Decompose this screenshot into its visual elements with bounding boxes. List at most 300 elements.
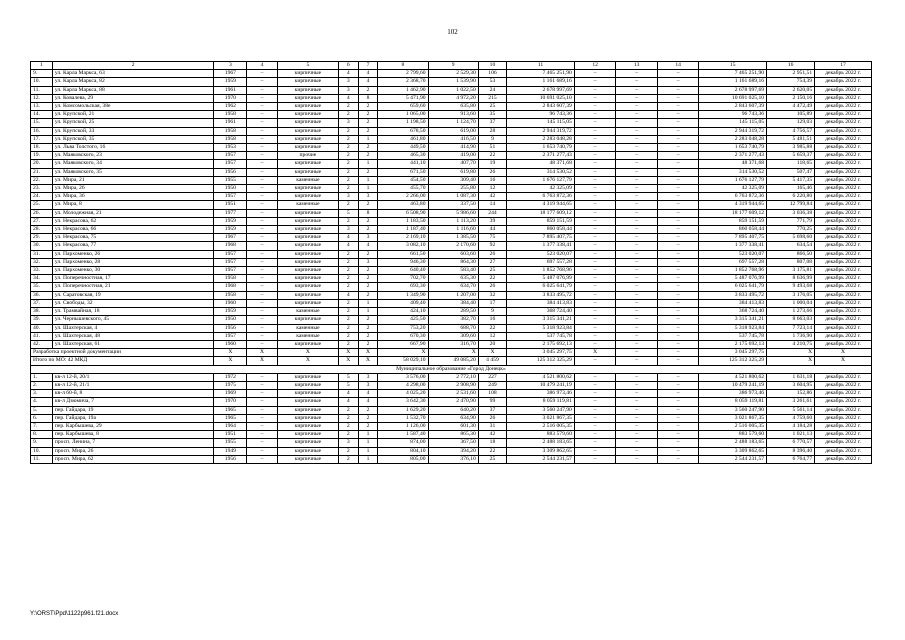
table-cell: декабрь 2022 г. bbox=[815, 275, 872, 283]
table-cell: 3 315 341,21 bbox=[699, 316, 767, 324]
table-cell: 3 315 341,21 bbox=[507, 316, 575, 324]
table-cell: кирпичные bbox=[277, 381, 338, 389]
table-cell: ул. Крупской, 21 bbox=[52, 111, 214, 119]
table-cell: – bbox=[616, 78, 658, 86]
table-cell: 3 021 867,35 bbox=[699, 414, 767, 422]
table-cell: 28. bbox=[31, 226, 53, 234]
table-cell: – bbox=[616, 127, 658, 135]
table-cell: 1 539,90 bbox=[428, 78, 478, 86]
table-cell: декабрь 2022 г. bbox=[815, 193, 872, 201]
table-cell: 2 bbox=[338, 267, 358, 275]
table-cell: декабрь 2022 г. bbox=[815, 398, 872, 406]
table-cell: 2 bbox=[338, 340, 358, 348]
table-cell: 1 377 338,41 bbox=[507, 242, 575, 250]
table-cell: 859 151,59 bbox=[507, 217, 575, 225]
table-cell: кирпичные bbox=[277, 299, 338, 307]
table-cell: – bbox=[574, 209, 616, 217]
table-cell: 37. bbox=[31, 299, 53, 307]
table-cell: 3 bbox=[358, 234, 378, 242]
table-cell: ул. Шахтерская, 61 bbox=[52, 340, 214, 348]
table-cell: – bbox=[574, 455, 616, 463]
table-cell: 25 bbox=[478, 455, 506, 463]
table-cell: 874,00 bbox=[378, 439, 428, 447]
table-cell: 3 bbox=[358, 381, 378, 389]
table-cell: 2 bbox=[338, 422, 358, 430]
table-cell: 1970 bbox=[214, 398, 247, 406]
table-cell: 2 bbox=[358, 275, 378, 283]
table-cell: кирпичные bbox=[277, 103, 338, 111]
table-cell: 9 bbox=[478, 308, 506, 316]
table-cell: 1 bbox=[358, 176, 378, 184]
table-cell: 4 472,49 bbox=[767, 103, 815, 111]
table-cell: 16 bbox=[478, 176, 506, 184]
table-cell: – bbox=[657, 234, 699, 242]
table-cell: 368 724,40 bbox=[507, 308, 575, 316]
table-cell: 105,89 bbox=[767, 111, 815, 119]
table-cell: 3 576,00 bbox=[378, 373, 428, 381]
table-cell: 34. bbox=[31, 275, 53, 283]
table-cell: 2 bbox=[338, 324, 358, 332]
table-cell: – bbox=[247, 160, 278, 168]
table-cell: декабрь 2022 г. bbox=[815, 144, 872, 152]
table-cell: 2 bbox=[338, 250, 358, 258]
table-cell: – bbox=[657, 103, 699, 111]
table-cell: 24. bbox=[31, 193, 53, 201]
table-cell: 1 022,50 bbox=[428, 86, 478, 94]
table-cell: 2 175 692,13 bbox=[699, 340, 767, 348]
table-cell: 419,00 bbox=[428, 152, 478, 160]
table-cell: декабрь 2022 г. bbox=[815, 111, 872, 119]
table-cell: 8 bbox=[358, 94, 378, 102]
table-cell: – bbox=[657, 340, 699, 348]
table-cell: – bbox=[616, 168, 658, 176]
table-row bbox=[31, 242, 872, 250]
table-cell: 2 bbox=[358, 422, 378, 430]
table-cell: 1 532,70 bbox=[378, 414, 428, 422]
table-cell: 1 113,20 bbox=[428, 217, 478, 225]
table-cell: 4 210,75 bbox=[767, 340, 815, 348]
table-cell: 2 bbox=[358, 168, 378, 176]
table-cell: 2 531,60 bbox=[428, 390, 478, 398]
table-row bbox=[31, 381, 872, 389]
table-row bbox=[31, 455, 872, 463]
table-cell: 4. bbox=[31, 398, 53, 406]
table-cell: кирпичные bbox=[277, 70, 338, 78]
table-cell: 5 318 923,84 bbox=[507, 324, 575, 332]
table-cell: 7. bbox=[31, 422, 53, 430]
table-cell: 523 020,07 bbox=[507, 250, 575, 258]
table-cell: декабрь 2022 г. bbox=[815, 340, 872, 348]
table-cell: – bbox=[616, 250, 658, 258]
table-cell: – bbox=[616, 86, 658, 94]
table-cell: – bbox=[247, 447, 278, 455]
table-cell: каменные bbox=[277, 201, 338, 209]
table-cell: 2 bbox=[338, 332, 358, 340]
table-cell: 2 bbox=[358, 86, 378, 94]
table-cell: 883 579,60 bbox=[699, 431, 767, 439]
table-cell: 244 bbox=[478, 209, 506, 217]
table-cell: 1 161 689,16 bbox=[507, 78, 575, 86]
table-cell: кв-л 12-й, 20/1 bbox=[52, 373, 214, 381]
table-cell: 29. bbox=[31, 234, 53, 242]
table-cell: 463,80 bbox=[378, 201, 428, 209]
table-cell: 1961 bbox=[214, 86, 247, 94]
table-cell: 309,40 bbox=[428, 176, 478, 184]
table-cell: 1 207,00 bbox=[428, 291, 478, 299]
table-cell: 859 151,59 bbox=[699, 217, 767, 225]
table-cell: ул. Поперечностная, 17 bbox=[52, 275, 214, 283]
table-cell: 5 561,14 bbox=[767, 406, 815, 414]
table-cell: – bbox=[574, 193, 616, 201]
table-cell: 289,50 bbox=[428, 308, 478, 316]
table-cell: 33. bbox=[31, 267, 53, 275]
table-cell: 1956 bbox=[214, 324, 247, 332]
table-cell: 2 bbox=[338, 160, 358, 168]
table-cell: декабрь 2022 г. bbox=[815, 431, 872, 439]
table-row bbox=[31, 86, 872, 94]
table-cell: ул. Саратовская, 19 bbox=[52, 291, 214, 299]
table-cell: 2 bbox=[338, 283, 358, 291]
table-cell: 603,60 bbox=[428, 250, 478, 258]
table-cell: 36. bbox=[31, 291, 53, 299]
table-cell: декабрь 2022 г. bbox=[815, 168, 872, 176]
table-cell: 368 724,40 bbox=[699, 308, 767, 316]
table-cell: – bbox=[657, 439, 699, 447]
table-cell: кирпичные bbox=[277, 185, 338, 193]
table-cell: 2 bbox=[358, 103, 378, 111]
table-cell: – bbox=[574, 398, 616, 406]
table-cell: – bbox=[616, 283, 658, 291]
table-cell: кирпичные bbox=[277, 373, 338, 381]
table-cell: декабрь 2022 г. bbox=[815, 127, 872, 135]
table-cell: – bbox=[574, 373, 616, 381]
table-cell: декабрь 2022 г. bbox=[815, 439, 872, 447]
table-cell: – bbox=[616, 332, 658, 340]
table-cell: декабрь 2022 г. bbox=[815, 119, 872, 127]
table-cell: – bbox=[657, 176, 699, 184]
table-cell: 12 799,84 bbox=[767, 201, 815, 209]
table-cell: 22 bbox=[478, 275, 506, 283]
table-cell: 1964 bbox=[214, 422, 247, 430]
table-cell: 10. bbox=[31, 447, 53, 455]
table-cell: – bbox=[657, 111, 699, 119]
table-cell: 3. bbox=[31, 390, 53, 398]
table-cell: 5 487 076,99 bbox=[507, 275, 575, 283]
table-cell: кирпичные bbox=[277, 398, 338, 406]
table-cell: кирпичные bbox=[277, 275, 338, 283]
table-cell: 15 bbox=[699, 62, 767, 70]
table-row bbox=[31, 422, 872, 430]
table-cell: – bbox=[574, 250, 616, 258]
table-cell: 6. bbox=[31, 414, 53, 422]
table-cell: – bbox=[574, 324, 616, 332]
table-cell: – bbox=[616, 258, 658, 266]
table-cell: – bbox=[616, 316, 658, 324]
table-cell: 18. bbox=[31, 144, 53, 152]
table-cell: 807,08 bbox=[767, 258, 815, 266]
table-cell: 32. bbox=[31, 258, 53, 266]
table-cell: – bbox=[574, 111, 616, 119]
table-cell: 8 663,03 bbox=[767, 316, 815, 324]
table-cell: – bbox=[574, 406, 616, 414]
table-cell: – bbox=[616, 455, 658, 463]
table-cell: 688,70 bbox=[428, 324, 478, 332]
table-cell: 2 944 319,72 bbox=[699, 127, 767, 135]
table-cell: 32 bbox=[478, 291, 506, 299]
table-cell: 865,30 bbox=[428, 431, 478, 439]
table-cell: 2 bbox=[358, 111, 378, 119]
table-cell: 7 895 407,75 bbox=[507, 234, 575, 242]
table-cell: 27 bbox=[478, 258, 506, 266]
table-cell: декабрь 2022 г. bbox=[815, 242, 872, 250]
table-cell: 16 bbox=[767, 62, 815, 70]
table-cell: 2 283 048,28 bbox=[507, 135, 575, 143]
table-cell: 48 371,68 bbox=[699, 160, 767, 168]
table-cell: 2 175 692,13 bbox=[507, 340, 575, 348]
table-cell: 754,39 bbox=[767, 78, 815, 86]
table-cell: 3 560 247,90 bbox=[699, 406, 767, 414]
table-row bbox=[31, 103, 872, 111]
table-cell: 3 833 495,72 bbox=[507, 291, 575, 299]
table-cell: 640,40 bbox=[378, 267, 428, 275]
table-cell: 659,60 bbox=[378, 103, 428, 111]
table-cell: 1 629,20 bbox=[378, 406, 428, 414]
table-cell: 42. bbox=[31, 340, 53, 348]
table-cell: 2 bbox=[358, 414, 378, 422]
table-cell: 2 bbox=[358, 127, 378, 135]
table-cell: 770,25 bbox=[767, 226, 815, 234]
table-cell: 2 bbox=[358, 152, 378, 160]
table-cell: – bbox=[574, 357, 616, 365]
table-row bbox=[31, 299, 872, 307]
table-cell: 2 bbox=[358, 226, 378, 234]
table-cell: декабрь 2022 г. bbox=[815, 373, 872, 381]
table-cell: 3 bbox=[338, 86, 358, 94]
table-cell: 99 bbox=[478, 398, 506, 406]
table-cell: – bbox=[616, 373, 658, 381]
table-cell: 2 908,90 bbox=[428, 381, 478, 389]
table-cell: 4 759,60 bbox=[767, 414, 815, 422]
table-cell: 697 557,28 bbox=[507, 258, 575, 266]
table-cell: X bbox=[815, 357, 872, 365]
table-cell: кв-л 60-й, 8 bbox=[52, 390, 214, 398]
table-cell: – bbox=[247, 275, 278, 283]
table-cell: 1 161 689,16 bbox=[699, 78, 767, 86]
table-row bbox=[31, 168, 872, 176]
table-cell: 1 736,90 bbox=[767, 332, 815, 340]
table-cell: 1 273,66 bbox=[767, 308, 815, 316]
table-cell: декабрь 2022 г. bbox=[815, 103, 872, 111]
table-cell: ул. Некрасова, 62 bbox=[52, 217, 214, 225]
table-cell: – bbox=[574, 439, 616, 447]
table-cell: 424,10 bbox=[378, 308, 428, 316]
table-cell: 8 bbox=[378, 62, 428, 70]
table-cell: – bbox=[574, 185, 616, 193]
table-cell: 8 396,40 bbox=[767, 447, 815, 455]
table-cell: 31 bbox=[478, 422, 506, 430]
table-cell: – bbox=[574, 152, 616, 160]
table-cell: 9. bbox=[31, 70, 53, 78]
table-cell: 1949 bbox=[214, 447, 247, 455]
table-cell: 12 bbox=[478, 185, 506, 193]
table-cell: 1 116,60 bbox=[428, 226, 478, 234]
table-cell: 215 bbox=[478, 94, 506, 102]
table-cell: – bbox=[657, 160, 699, 168]
table-cell: 384 413,83 bbox=[507, 299, 575, 307]
table-cell: 92 bbox=[478, 242, 506, 250]
table-cell: 2 bbox=[338, 455, 358, 463]
table-row bbox=[31, 144, 872, 152]
table-cell: кирпичные bbox=[277, 291, 338, 299]
table-cell: – bbox=[247, 340, 278, 348]
table-cell: – bbox=[247, 185, 278, 193]
table-cell: 314 530,52 bbox=[699, 168, 767, 176]
table-cell: 48 371,68 bbox=[507, 160, 575, 168]
table-cell: – bbox=[616, 201, 658, 209]
table-cell: X bbox=[214, 349, 247, 357]
table-cell: ул. Ковалева, 29 bbox=[52, 94, 214, 102]
table-cell: 2 bbox=[358, 201, 378, 209]
table-cell: – bbox=[657, 308, 699, 316]
table-cell: кирпичные bbox=[277, 258, 338, 266]
table-cell: 125 312 325,29 bbox=[507, 357, 575, 365]
table-cell: декабрь 2022 г. bbox=[815, 406, 872, 414]
table-cell: 31. bbox=[31, 250, 53, 258]
table-cell: – bbox=[657, 422, 699, 430]
table-cell: X bbox=[247, 349, 278, 357]
table-row bbox=[31, 308, 872, 316]
table-cell: 4 319 944,65 bbox=[699, 201, 767, 209]
table-cell: 3 036,38 bbox=[767, 209, 815, 217]
table-cell: декабрь 2022 г. bbox=[815, 185, 872, 193]
table-cell: – bbox=[616, 70, 658, 78]
table-cell: – bbox=[616, 234, 658, 242]
table-cell: декабрь 2022 г. bbox=[815, 455, 872, 463]
table-cell: – bbox=[574, 316, 616, 324]
table-cell: 1959 bbox=[214, 78, 247, 86]
table-cell: 9 bbox=[428, 62, 478, 70]
table-cell: 6 764,77 bbox=[767, 455, 815, 463]
table-cell: – bbox=[657, 168, 699, 176]
table-cell: кирпичные bbox=[277, 78, 338, 86]
table-cell: ул. Мира, 21 bbox=[52, 176, 214, 184]
total-row bbox=[31, 357, 872, 365]
table-cell: 1960 bbox=[214, 340, 247, 348]
table-cell: – bbox=[616, 324, 658, 332]
table-cell: 805,00 bbox=[378, 455, 428, 463]
table-row bbox=[31, 414, 872, 422]
table-cell: 20. bbox=[31, 160, 53, 168]
table-cell: – bbox=[657, 316, 699, 324]
table-cell: X bbox=[338, 357, 358, 365]
table-cell: – bbox=[247, 258, 278, 266]
table-cell: 106 bbox=[478, 70, 506, 78]
table-row bbox=[31, 398, 872, 406]
table-cell: – bbox=[657, 373, 699, 381]
table-cell: – bbox=[616, 185, 658, 193]
table-row bbox=[31, 127, 872, 135]
table-cell: 634,54 bbox=[767, 242, 815, 250]
table-cell: каменные bbox=[277, 308, 338, 316]
table-cell: – bbox=[247, 226, 278, 234]
table-cell: 4 bbox=[338, 291, 358, 299]
table-cell: – bbox=[616, 176, 658, 184]
table-cell: 454,50 bbox=[378, 176, 428, 184]
table-cell: 8 059 119,81 bbox=[507, 398, 575, 406]
table-cell: – bbox=[247, 176, 278, 184]
table-cell: 416,50 bbox=[428, 135, 478, 143]
table-cell: 883 579,60 bbox=[507, 431, 575, 439]
table-cell: X bbox=[358, 357, 378, 365]
table-cell: каменные bbox=[277, 332, 338, 340]
table-cell: 42 325,09 bbox=[507, 185, 575, 193]
table-cell: – bbox=[657, 414, 699, 422]
table-cell: 2 bbox=[338, 275, 358, 283]
table-cell: 667,90 bbox=[378, 340, 428, 348]
table-cell: ул. Крупской, 35 bbox=[52, 135, 214, 143]
table-cell: – bbox=[574, 226, 616, 234]
table-cell: 2 266,00 bbox=[378, 193, 428, 201]
table-cell: – bbox=[616, 439, 658, 447]
table-cell: – bbox=[657, 185, 699, 193]
table-cell: 12. bbox=[31, 94, 53, 102]
table-cell: – bbox=[657, 86, 699, 94]
table-cell: 860 058,44 bbox=[507, 226, 575, 234]
table-row bbox=[31, 283, 872, 291]
table-cell: 2 843 607,39 bbox=[699, 103, 767, 111]
table-cell: кирпичные bbox=[277, 226, 338, 234]
table-cell: – bbox=[247, 217, 278, 225]
table-cell: декабрь 2022 г. bbox=[815, 78, 872, 86]
table-cell: кирпичные bbox=[277, 340, 338, 348]
table-cell: ул. Некрасова, 66 bbox=[52, 226, 214, 234]
table-cell: – bbox=[616, 111, 658, 119]
table-cell: – bbox=[657, 455, 699, 463]
table-cell: – bbox=[574, 283, 616, 291]
table-cell: – bbox=[616, 390, 658, 398]
table-cell: 1 377 338,41 bbox=[699, 242, 767, 250]
table-cell: 2 bbox=[358, 406, 378, 414]
table-cell: – bbox=[616, 160, 658, 168]
table-cell: ул. Пархоменко, 28 bbox=[52, 258, 214, 266]
table-cell: 1 bbox=[358, 185, 378, 193]
table-cell: – bbox=[247, 332, 278, 340]
table-cell: ул. Маяковского, 35 bbox=[52, 168, 214, 176]
table-cell: кирпичные bbox=[277, 439, 338, 447]
table-cell: 2 620,05 bbox=[767, 86, 815, 94]
table-cell: пер. Гайдара, 19а bbox=[52, 414, 214, 422]
table-cell: 702,70 bbox=[378, 275, 428, 283]
table-cell: 17. bbox=[31, 135, 53, 143]
table-cell: 2 678 997,69 bbox=[507, 86, 575, 94]
table-cell: 449,50 bbox=[378, 144, 428, 152]
table-cell: 39 bbox=[478, 217, 506, 225]
table-cell: 165,46 bbox=[767, 185, 815, 193]
table-cell: 5 bbox=[338, 209, 358, 217]
table-cell: 2 bbox=[338, 168, 358, 176]
table-cell: 5 bbox=[338, 373, 358, 381]
table-cell: 386 973,46 bbox=[507, 390, 575, 398]
table-cell: 14 bbox=[478, 201, 506, 209]
table-cell: 11. bbox=[31, 86, 53, 94]
table-cell: 2 bbox=[338, 152, 358, 160]
table-cell: – bbox=[247, 119, 278, 127]
table-cell: – bbox=[574, 258, 616, 266]
table-cell: 2 bbox=[338, 414, 358, 422]
table-cell: 21. bbox=[31, 168, 53, 176]
table-cell: – bbox=[574, 86, 616, 94]
table-cell: кирпичные bbox=[277, 447, 338, 455]
